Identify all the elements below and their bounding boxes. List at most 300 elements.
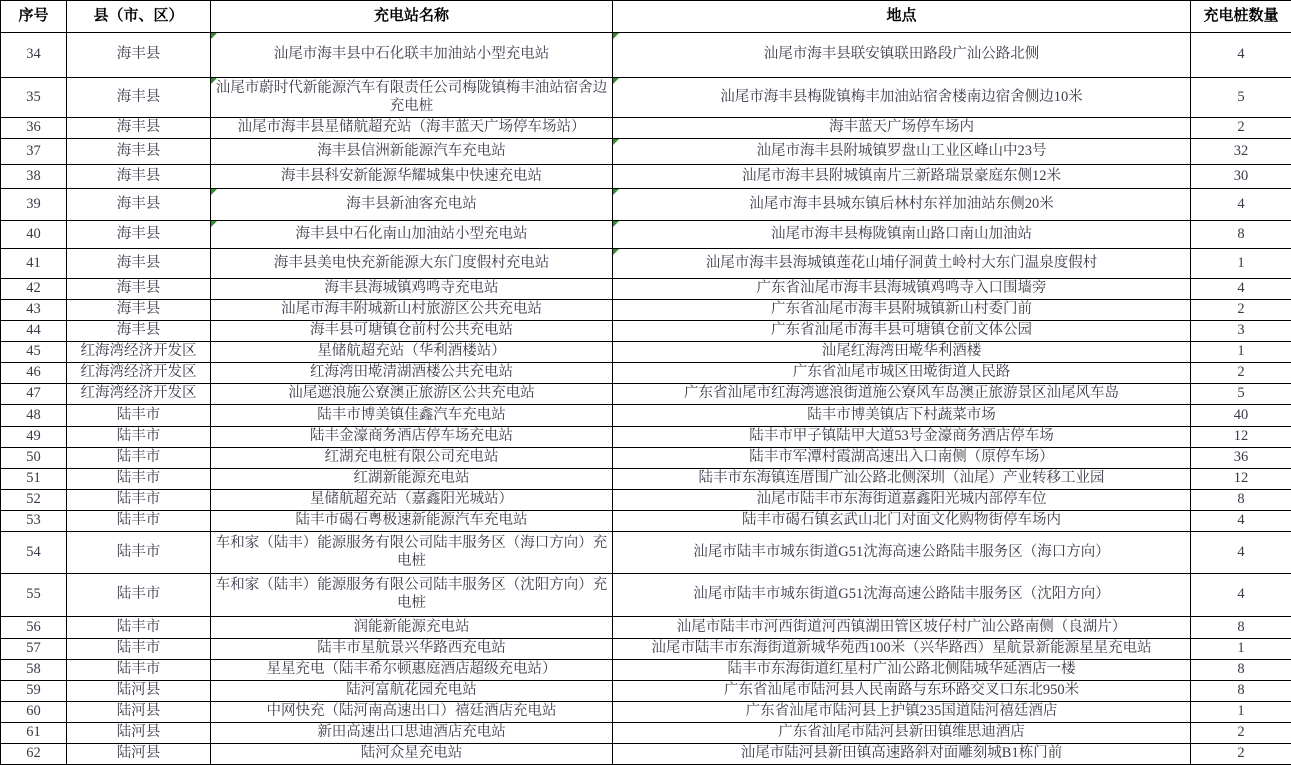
pile-count-cell[interactable] xyxy=(1191,363,1291,384)
seq-cell-text: 37 xyxy=(26,142,41,159)
pile-count-cell[interactable] xyxy=(1191,78,1291,118)
table-row xyxy=(1,574,1291,617)
table-row xyxy=(1,165,1291,189)
pile-count-cell-text: 8 xyxy=(1237,682,1245,699)
county-cell-text: 红海湾经济开发区 xyxy=(80,343,197,360)
table-row xyxy=(1,33,1291,78)
location-cell[interactable] xyxy=(613,165,1191,189)
seq-cell[interactable] xyxy=(1,249,67,279)
seq-cell-text: 52 xyxy=(26,491,41,508)
location-cell[interactable] xyxy=(613,363,1191,384)
seq-cell-text: 50 xyxy=(26,449,41,466)
table-row xyxy=(1,511,1291,532)
seq-cell[interactable] xyxy=(1,405,67,427)
station-name-cell[interactable] xyxy=(211,660,613,681)
station-name-cell[interactable] xyxy=(211,744,613,765)
table-row xyxy=(1,342,1291,363)
pile-count-cell[interactable] xyxy=(1191,660,1291,681)
county-cell-text: 海丰县 xyxy=(116,167,161,184)
pile-count-cell[interactable] xyxy=(1191,321,1291,342)
location-cell-text: 汕尾市海丰县城东镇后林村东祥加油站东侧20米 xyxy=(749,195,1054,212)
location-cell[interactable] xyxy=(613,744,1191,765)
pile-count-cell[interactable] xyxy=(1191,681,1291,702)
seq-cell-text: 35 xyxy=(26,88,41,105)
table-row xyxy=(1,469,1291,490)
pile-count-cell[interactable] xyxy=(1191,33,1291,78)
location-cell-text: 汕尾红海湾田墘华利酒楼 xyxy=(821,343,982,360)
pile-count-cell[interactable] xyxy=(1191,221,1291,249)
pile-count-cell[interactable] xyxy=(1191,427,1291,448)
pile-count-cell-text: 2 xyxy=(1237,119,1245,136)
seq-cell-text: 34 xyxy=(26,46,41,63)
location-cell-text: 广东省汕尾市陆河县上护镇235国道陆河禧廷酒店 xyxy=(745,703,1058,720)
table-row xyxy=(1,427,1291,448)
county-cell-text: 海丰县 xyxy=(116,88,161,105)
station-name-cell-text: 星储航超充站（嘉鑫阳光城站） xyxy=(310,491,513,508)
station-name-cell-text: 陆丰金濠商务酒店停车场充电站 xyxy=(310,428,513,445)
seq-cell-text: 54 xyxy=(26,543,41,560)
pile-count-cell[interactable] xyxy=(1191,574,1291,617)
station-name-cell[interactable] xyxy=(211,189,613,221)
table-row xyxy=(1,448,1291,469)
seq-cell[interactable] xyxy=(1,469,67,490)
location-cell[interactable] xyxy=(613,118,1191,139)
county-cell[interactable] xyxy=(67,300,211,321)
pile-count-cell-text: 4 xyxy=(1237,543,1245,560)
location-cell[interactable] xyxy=(613,384,1191,405)
location-cell-text: 陆丰市军潭村霞湖高速出入口南侧（原停车场） xyxy=(749,449,1054,466)
seq-cell-text: 41 xyxy=(26,254,41,271)
pile-count-cell-text: 4 xyxy=(1237,280,1245,297)
location-cell-text: 广东省汕尾市海丰县可塘镇仓前文体公园 xyxy=(771,322,1032,339)
location-cell[interactable] xyxy=(613,639,1191,660)
location-cell[interactable] xyxy=(613,660,1191,681)
location-cell-text: 陆丰市甲子镇陆甲大道53号金濠商务酒店停车场 xyxy=(749,428,1054,445)
green-corner-flag-icon xyxy=(613,139,619,145)
seq-cell[interactable] xyxy=(1,363,67,384)
location-cell-text: 广东省汕尾市海丰县海城镇鸡鸣寺入口围墙旁 xyxy=(756,280,1047,297)
station-name-cell[interactable] xyxy=(211,405,613,427)
pile-count-cell[interactable] xyxy=(1191,490,1291,511)
station-name-cell-text: 汕尾市海丰附城新山村旅游区公共充电站 xyxy=(281,301,542,318)
pile-count-cell[interactable] xyxy=(1191,448,1291,469)
station-name-cell[interactable] xyxy=(211,681,613,702)
county-cell-text: 陆丰市 xyxy=(116,449,161,466)
location-cell[interactable] xyxy=(613,139,1191,165)
station-name-cell[interactable] xyxy=(211,702,613,723)
location-cell[interactable] xyxy=(613,342,1191,363)
station-name-cell[interactable] xyxy=(211,469,613,490)
location-cell-text: 海丰蓝天广场停车场内 xyxy=(829,119,974,136)
header-location[interactable]: 地点 xyxy=(613,1,1191,33)
county-cell-text: 陆丰市 xyxy=(116,618,161,635)
county-cell[interactable] xyxy=(67,279,211,300)
location-cell-text: 汕尾市海丰县联安镇联田路段广汕公路北侧 xyxy=(763,46,1040,63)
county-cell[interactable] xyxy=(67,189,211,221)
county-cell[interactable] xyxy=(67,702,211,723)
location-cell[interactable] xyxy=(613,681,1191,702)
location-cell[interactable] xyxy=(613,405,1191,427)
table-body xyxy=(1,33,1291,765)
station-name-cell[interactable] xyxy=(211,221,613,249)
county-cell-text: 陆丰市 xyxy=(116,640,161,657)
station-name-cell[interactable] xyxy=(211,118,613,139)
seq-cell-text: 46 xyxy=(26,364,41,381)
location-cell-text: 广东省汕尾市陆河县新田镇维思迪酒店 xyxy=(778,724,1025,741)
location-cell[interactable] xyxy=(613,617,1191,639)
table-row xyxy=(1,189,1291,221)
pile-count-cell[interactable] xyxy=(1191,384,1291,405)
table-row xyxy=(1,744,1291,765)
county-cell[interactable] xyxy=(67,660,211,681)
green-corner-flag-icon xyxy=(211,221,217,227)
pile-count-cell[interactable] xyxy=(1191,279,1291,300)
pile-count-cell-text: 2 xyxy=(1237,301,1245,318)
pile-count-cell-text: 4 xyxy=(1237,512,1245,529)
county-cell[interactable] xyxy=(67,427,211,448)
county-cell[interactable] xyxy=(67,723,211,744)
location-cell[interactable] xyxy=(613,490,1191,511)
pile-count-cell-text: 8 xyxy=(1237,661,1245,678)
location-cell[interactable] xyxy=(613,511,1191,532)
pile-count-cell[interactable] xyxy=(1191,511,1291,532)
pile-count-cell-text: 8 xyxy=(1237,491,1245,508)
location-cell-text: 广东省汕尾市城区田墘街道人民路 xyxy=(792,364,1011,381)
location-cell[interactable] xyxy=(613,427,1191,448)
seq-cell-text: 56 xyxy=(26,618,41,635)
green-corner-flag-icon xyxy=(211,78,217,84)
seq-cell[interactable] xyxy=(1,118,67,139)
seq-cell[interactable] xyxy=(1,574,67,617)
header-row xyxy=(1,1,1291,33)
pile-count-cell[interactable] xyxy=(1191,139,1291,165)
station-name-cell-text: 海丰县信洲新能源汽车充电站 xyxy=(317,142,506,159)
pile-count-cell[interactable] xyxy=(1191,189,1291,221)
pile-count-cell-text: 1 xyxy=(1237,254,1245,271)
seq-cell[interactable] xyxy=(1,279,67,300)
station-name-cell-text: 海丰县新油客充电站 xyxy=(346,195,477,212)
table-row xyxy=(1,384,1291,405)
county-cell[interactable] xyxy=(67,363,211,384)
county-cell-text: 海丰县 xyxy=(116,254,161,271)
header-county[interactable]: 县（市、区） xyxy=(67,1,211,33)
station-name-cell-text: 红湖充电桩有限公司充电站 xyxy=(324,449,499,466)
location-cell-text: 汕尾市陆丰市城东街道G51沈海高速公路陆丰服务区（沈阳方向） xyxy=(693,586,1110,603)
seq-cell[interactable] xyxy=(1,511,67,532)
location-cell[interactable] xyxy=(613,321,1191,342)
seq-cell-text: 42 xyxy=(26,280,41,297)
pile-count-cell[interactable] xyxy=(1191,118,1291,139)
pile-count-cell-text: 32 xyxy=(1233,142,1249,159)
county-cell[interactable] xyxy=(67,165,211,189)
location-cell-text: 广东省汕尾市海丰县附城镇新山村委门前 xyxy=(771,301,1032,318)
county-cell[interactable] xyxy=(67,78,211,118)
station-name-cell[interactable] xyxy=(211,321,613,342)
station-name-cell[interactable] xyxy=(211,363,613,384)
table-row xyxy=(1,723,1291,744)
station-name-cell[interactable] xyxy=(211,279,613,300)
county-cell[interactable] xyxy=(67,448,211,469)
pile-count-cell[interactable] xyxy=(1191,342,1291,363)
county-cell[interactable] xyxy=(67,384,211,405)
seq-cell[interactable] xyxy=(1,723,67,744)
county-cell-text: 红海湾经济开发区 xyxy=(80,385,197,402)
station-name-cell[interactable] xyxy=(211,78,613,118)
station-name-cell-text: 新田高速出口思迪酒店充电站 xyxy=(317,724,506,741)
seq-cell-text: 48 xyxy=(26,406,41,423)
pile-count-cell[interactable] xyxy=(1191,639,1291,660)
seq-cell[interactable] xyxy=(1,78,67,118)
pile-count-cell[interactable] xyxy=(1191,405,1291,427)
county-cell-text: 陆河县 xyxy=(116,703,161,720)
seq-cell[interactable] xyxy=(1,532,67,574)
seq-cell[interactable] xyxy=(1,660,67,681)
location-cell-text: 汕尾市海丰县梅陇镇南山路口南山加油站 xyxy=(771,225,1032,242)
location-cell-text: 广东省汕尾市红海湾遮浪街道施公寮风车岛澳正旅游景区汕尾风车岛 xyxy=(684,385,1119,402)
location-cell-text: 汕尾市陆丰市城东街道G51沈海高速公路陆丰服务区（海口方向） xyxy=(693,543,1110,560)
station-name-cell-text: 润能新能源充电站 xyxy=(353,618,470,635)
county-cell[interactable] xyxy=(67,249,211,279)
green-corner-flag-icon xyxy=(211,33,217,39)
county-cell[interactable] xyxy=(67,511,211,532)
location-cell-text: 汕尾市陆丰市河西街道河西镇湖田管区坡仔村广汕公路南侧（良湖片） xyxy=(676,618,1127,635)
station-name-cell[interactable] xyxy=(211,165,613,189)
station-name-cell-text: 车和家（陆丰）能源服务有限公司陆丰服务区（海口方向）充电桩 xyxy=(215,534,608,569)
seq-cell[interactable] xyxy=(1,639,67,660)
county-cell[interactable] xyxy=(67,681,211,702)
table-row xyxy=(1,617,1291,639)
location-cell[interactable] xyxy=(613,574,1191,617)
county-cell[interactable] xyxy=(67,639,211,660)
seq-cell[interactable] xyxy=(1,321,67,342)
station-name-cell[interactable] xyxy=(211,384,613,405)
table-row xyxy=(1,490,1291,511)
station-name-cell-text: 中网快充（陆河南高速出口）禧廷酒店充电站 xyxy=(266,703,557,720)
pile-count-cell[interactable] xyxy=(1191,300,1291,321)
location-cell-text: 汕尾市海丰县附城镇南片三新路瑞景豪庭东侧12米 xyxy=(742,167,1061,184)
station-name-cell[interactable] xyxy=(211,33,613,78)
station-name-cell[interactable] xyxy=(211,427,613,448)
seq-cell-text: 60 xyxy=(26,703,41,720)
county-cell-text: 陆丰市 xyxy=(116,470,161,487)
station-name-cell-text: 汕尾遮浪施公寮澳正旅游区公共充电站 xyxy=(288,385,535,402)
pile-count-cell[interactable] xyxy=(1191,532,1291,574)
table-row xyxy=(1,279,1291,300)
green-corner-flag-icon xyxy=(613,33,619,39)
station-name-cell[interactable] xyxy=(211,574,613,617)
table-row xyxy=(1,139,1291,165)
seq-cell[interactable] xyxy=(1,490,67,511)
county-cell[interactable] xyxy=(67,574,211,617)
seq-cell-text: 45 xyxy=(26,343,41,360)
county-cell-text: 陆河县 xyxy=(116,724,161,741)
location-cell-text: 陆丰市东海镇连厝围广汕公路北侧深圳（汕尾）产业转移工业园 xyxy=(698,470,1105,487)
station-name-cell[interactable] xyxy=(211,490,613,511)
county-cell[interactable] xyxy=(67,469,211,490)
seq-cell-text: 36 xyxy=(26,119,41,136)
county-cell-text: 陆丰市 xyxy=(116,512,161,529)
table-row xyxy=(1,321,1291,342)
pile-count-cell-text: 40 xyxy=(1233,406,1249,423)
seq-cell[interactable] xyxy=(1,221,67,249)
seq-cell[interactable] xyxy=(1,139,67,165)
seq-cell[interactable] xyxy=(1,681,67,702)
pile-count-cell[interactable] xyxy=(1191,617,1291,639)
location-cell-text: 汕尾市海丰县附城镇罗盘山工业区峰山中23号 xyxy=(756,142,1047,159)
station-name-cell[interactable] xyxy=(211,300,613,321)
pile-count-cell[interactable] xyxy=(1191,744,1291,765)
county-cell[interactable] xyxy=(67,490,211,511)
county-cell-text: 陆丰市 xyxy=(116,661,161,678)
county-cell[interactable] xyxy=(67,405,211,427)
seq-cell-text: 51 xyxy=(26,470,41,487)
station-name-cell-text: 海丰县中石化南山加油站小型充电站 xyxy=(295,225,528,242)
location-cell[interactable] xyxy=(613,189,1191,221)
county-cell[interactable] xyxy=(67,139,211,165)
location-cell[interactable] xyxy=(613,723,1191,744)
location-cell[interactable] xyxy=(613,78,1191,118)
seq-cell[interactable] xyxy=(1,744,67,765)
seq-cell-text: 44 xyxy=(26,322,41,339)
location-cell[interactable] xyxy=(613,279,1191,300)
county-cell-text: 海丰县 xyxy=(116,46,161,63)
green-corner-flag-icon xyxy=(613,221,619,227)
location-cell-text: 陆丰市博美镇店下村蔬菜市场 xyxy=(807,406,996,423)
seq-cell-text: 49 xyxy=(26,428,41,445)
station-name-cell-text: 汕尾市海丰县星储航超充站（海丰蓝天广场停车场站） xyxy=(237,119,586,136)
location-cell-text: 广东省汕尾市陆河县人民南路与东环路交叉口东北950米 xyxy=(723,682,1080,699)
location-cell-text: 汕尾市陆河县新田镇高速路斜对面雕刻城B1栋门前 xyxy=(740,745,1063,762)
pile-count-cell[interactable] xyxy=(1191,702,1291,723)
station-name-cell-text: 车和家（陆丰）能源服务有限公司陆丰服务区（沈阳方向）充电桩 xyxy=(215,577,608,611)
station-name-cell-text: 陆丰市博美镇佳鑫汽车充电站 xyxy=(317,406,506,423)
header-station-name[interactable]: 充电站名称 xyxy=(211,1,613,33)
seq-cell[interactable] xyxy=(1,384,67,405)
table-row xyxy=(1,405,1291,427)
pile-count-cell-text: 12 xyxy=(1233,470,1249,487)
station-name-cell-text: 汕尾市海丰县中石化联丰加油站小型充电站 xyxy=(273,46,550,63)
location-cell[interactable] xyxy=(613,532,1191,574)
station-name-cell-text: 海丰县可塘镇仓前村公共充电站 xyxy=(310,322,513,339)
table-row xyxy=(1,249,1291,279)
green-corner-flag-icon xyxy=(211,189,217,195)
pile-count-cell-text: 8 xyxy=(1237,618,1245,635)
pile-count-cell-text: 4 xyxy=(1237,586,1245,603)
seq-cell[interactable] xyxy=(1,300,67,321)
station-name-cell[interactable] xyxy=(211,723,613,744)
county-cell-text: 海丰县 xyxy=(116,225,161,242)
location-cell[interactable] xyxy=(613,702,1191,723)
county-cell-text: 陆丰市 xyxy=(116,428,161,445)
green-corner-flag-icon xyxy=(613,78,619,84)
seq-cell[interactable] xyxy=(1,189,67,221)
county-cell-text: 海丰县 xyxy=(116,280,161,297)
station-name-cell[interactable] xyxy=(211,448,613,469)
county-cell[interactable] xyxy=(67,342,211,363)
station-name-cell-text: 陆丰市碣石粤极速新能源汽车充电站 xyxy=(295,512,528,529)
county-cell[interactable] xyxy=(67,221,211,249)
pile-count-cell-text: 36 xyxy=(1233,449,1249,466)
seq-cell-text: 47 xyxy=(26,385,41,402)
station-name-cell[interactable] xyxy=(211,617,613,639)
pile-count-cell-text: 2 xyxy=(1237,724,1245,741)
station-name-cell[interactable] xyxy=(211,511,613,532)
green-corner-flag-icon xyxy=(613,189,619,195)
seq-cell[interactable] xyxy=(1,617,67,639)
location-cell-text: 陆丰市东海街道红星村广汕公路北侧陆城华延酒店一楼 xyxy=(727,661,1076,678)
seq-cell[interactable] xyxy=(1,702,67,723)
county-cell-text: 陆河县 xyxy=(116,745,161,762)
pile-count-cell-text: 2 xyxy=(1237,364,1245,381)
pile-count-cell-text: 4 xyxy=(1237,195,1245,212)
location-cell[interactable] xyxy=(613,221,1191,249)
county-cell[interactable] xyxy=(67,321,211,342)
county-cell-text: 陆丰市 xyxy=(116,543,161,560)
station-name-cell[interactable] xyxy=(211,342,613,363)
station-name-cell[interactable] xyxy=(211,249,613,279)
pile-count-cell[interactable] xyxy=(1191,469,1291,490)
seq-cell-text: 55 xyxy=(26,586,41,603)
station-name-cell[interactable] xyxy=(211,532,613,574)
location-cell[interactable] xyxy=(613,448,1191,469)
location-cell-text: 汕尾市海丰县海城镇莲花山埔仔洞黄土岭村大东门温泉度假村 xyxy=(705,254,1098,271)
county-cell[interactable] xyxy=(67,33,211,78)
station-name-cell-text: 海丰县科安新能源华耀城集中快速充电站 xyxy=(281,167,542,184)
pile-count-cell-text: 1 xyxy=(1237,703,1245,720)
pile-count-cell-text: 12 xyxy=(1233,428,1249,445)
station-name-cell[interactable] xyxy=(211,639,613,660)
seq-cell[interactable] xyxy=(1,427,67,448)
seq-cell[interactable] xyxy=(1,448,67,469)
location-cell[interactable] xyxy=(613,249,1191,279)
station-name-cell-text: 海丰县美电快充新能源大东门度假村充电站 xyxy=(273,254,550,271)
station-name-cell-text: 海丰县海城镇鸡鸣寺充电站 xyxy=(324,280,499,297)
location-cell[interactable] xyxy=(613,33,1191,78)
station-name-cell[interactable] xyxy=(211,139,613,165)
county-cell[interactable] xyxy=(67,118,211,139)
seq-cell-text: 57 xyxy=(26,640,41,657)
table-row xyxy=(1,660,1291,681)
station-name-cell-text: 陆河众星充电站 xyxy=(360,745,463,762)
pile-count-cell-text: 1 xyxy=(1237,343,1245,360)
table-row xyxy=(1,532,1291,574)
county-cell[interactable] xyxy=(67,617,211,639)
county-cell[interactable] xyxy=(67,744,211,765)
pile-count-cell[interactable] xyxy=(1191,165,1291,189)
header-pile-count[interactable]: 充电桩数量 xyxy=(1191,1,1291,33)
county-cell-text: 海丰县 xyxy=(116,142,161,159)
pile-count-cell-text: 4 xyxy=(1237,46,1245,63)
header-seq[interactable]: 序号 xyxy=(1,1,67,33)
seq-cell[interactable] xyxy=(1,342,67,363)
station-name-cell-text: 红海湾田墘清湖酒楼公共充电站 xyxy=(310,364,513,381)
location-cell-text: 汕尾市陆丰市东海街道嘉鑫阳光城内部停车位 xyxy=(756,491,1047,508)
location-cell-text: 汕尾市陆丰市东海街道新城华苑西100米（兴华路西）星航景新能源星星充电站 xyxy=(651,640,1152,657)
seq-cell[interactable] xyxy=(1,165,67,189)
seq-cell[interactable] xyxy=(1,33,67,78)
station-name-cell-text: 星星充电（陆丰希尔顿惠庭酒店超级充电站） xyxy=(266,661,557,678)
pile-count-cell[interactable] xyxy=(1191,723,1291,744)
pile-count-cell-text: 2 xyxy=(1237,745,1245,762)
pile-count-cell-text: 5 xyxy=(1237,385,1245,402)
location-cell[interactable] xyxy=(613,300,1191,321)
county-cell[interactable] xyxy=(67,532,211,574)
location-cell[interactable] xyxy=(613,469,1191,490)
pile-count-cell[interactable] xyxy=(1191,249,1291,279)
county-cell-text: 陆丰市 xyxy=(116,406,161,423)
table-row xyxy=(1,118,1291,139)
station-name-cell-text: 红湖新能源充电站 xyxy=(353,470,470,487)
